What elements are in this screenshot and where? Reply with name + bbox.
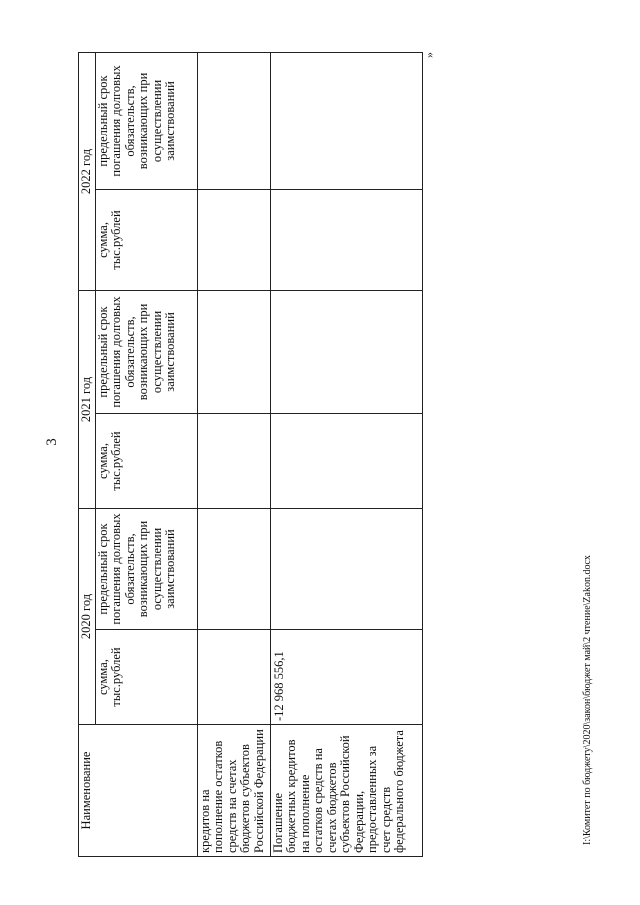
header-term-2020: предельный срок погашения долговых обязательств, возникающих при осуществлении заимствований	[95, 508, 197, 629]
rotated-table-container	[78, 53, 423, 857]
header-term-2022: предельный срок погашения долговых обязательств, возникающих при осуществлении заимствований	[95, 52, 197, 189]
header-term-2021: предельный срок погашения долговых обязательств, возникающих при осуществлении заимствований	[95, 290, 197, 413]
cell-sum-2020	[197, 630, 270, 725]
footer-file-path: I:\Комитет по бюджету\2020\закон\бюджет май\2 чтение\Zakon.docx	[582, 555, 593, 845]
cell-term-2021	[270, 290, 423, 413]
header-year-2022: 2022 год	[79, 52, 96, 290]
cell-sum-2020: -12 968 556,1	[270, 630, 423, 725]
cell-sum-2022	[270, 189, 423, 290]
header-name: Наименование	[79, 725, 198, 857]
cell-term-2022	[270, 52, 423, 189]
header-sum-2021: сумма, тыс.рублей	[95, 413, 197, 508]
cell-term-2020	[197, 508, 270, 629]
cell-term-2020	[270, 508, 423, 629]
closing-quote: »	[422, 52, 436, 58]
page-number: 3	[44, 438, 60, 446]
row-name: кредитов на пополнение остатков средств на счетах бюджетов субъектов Российской Федерации	[197, 725, 270, 857]
cell-sum-2021	[270, 413, 423, 508]
header-sum-2022: сумма, тыс.рублей	[95, 189, 197, 290]
table-row	[197, 52, 270, 856]
cell-sum-2021	[197, 413, 270, 508]
table-row	[270, 52, 423, 856]
cell-term-2022	[197, 52, 270, 189]
header-year-2020: 2020 год	[79, 508, 96, 724]
header-sum-2020: сумма, тыс.рублей	[95, 630, 197, 725]
borrowing-table	[78, 52, 423, 857]
cell-term-2021	[197, 290, 270, 413]
header-year-2021: 2021 год	[79, 290, 96, 508]
row-name: Погашение бюджетных кредитов на пополнение остатков средств на счетах бюджетов субъектов Российской Федерации, предоставленных за счет средств федерального бюджета	[270, 725, 423, 857]
cell-sum-2022	[197, 189, 270, 290]
